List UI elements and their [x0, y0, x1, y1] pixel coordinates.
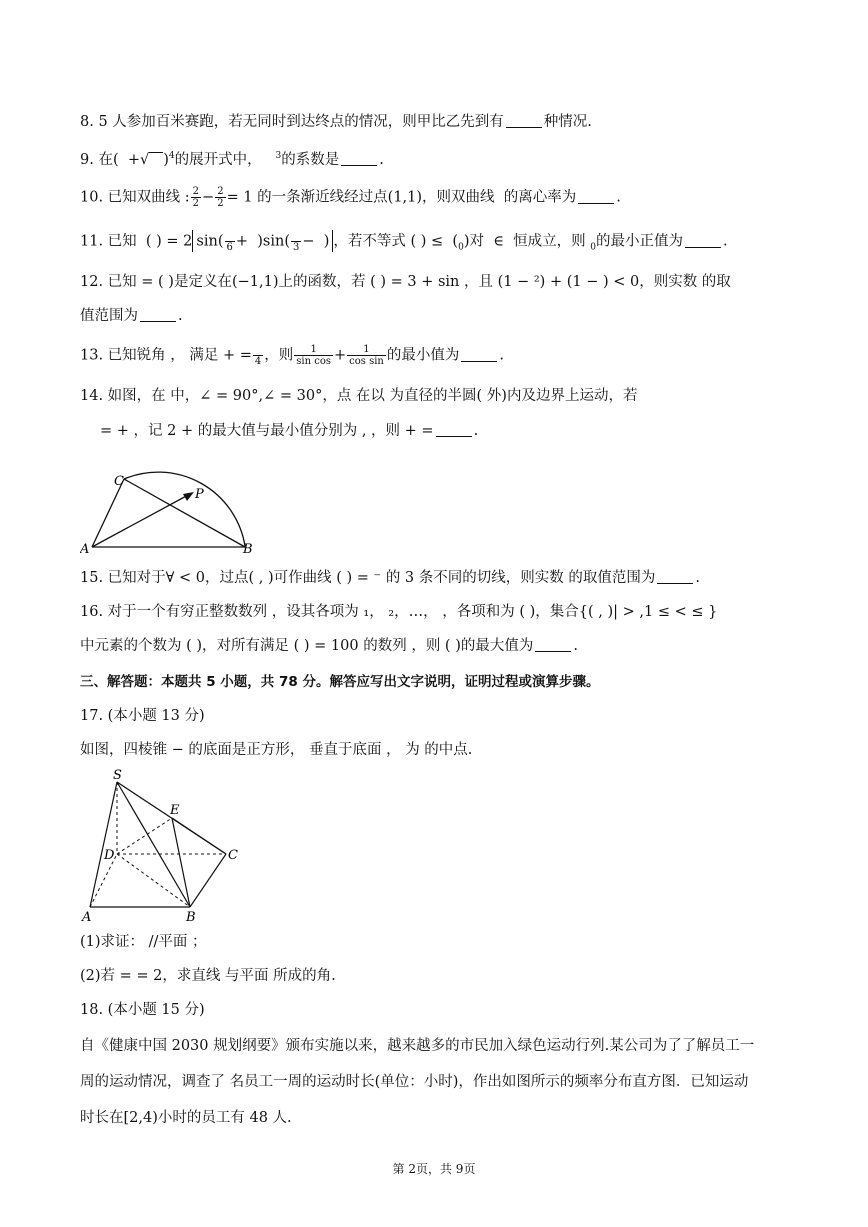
label-A: A — [80, 542, 90, 557]
q11-part: 11. 已知 — [80, 233, 137, 250]
semicircle-arc — [124, 472, 245, 546]
vector-AP — [92, 494, 190, 547]
numerator — [253, 344, 263, 356]
q15-part: 15. 已知对于∀ < 0，过点( , )可作曲线 ( ) = ⁻ 的 3 条不同的切线，则实数 的取值范围为 — [80, 570, 656, 586]
question-14-line1: 14. 如图，在 中，∠ = 90°,∠ = 30°，点 在以 为直径的半圆( 外)内及边界上运动，若 — [80, 388, 638, 404]
q11-part: ) — [323, 233, 330, 250]
answer-blank — [341, 151, 377, 166]
q14-part: = + ，记 2 + 的最大值与最小值分别为 , ，则 + = — [100, 423, 434, 439]
fraction — [347, 344, 386, 367]
fraction — [291, 230, 301, 253]
q11-part: ∈ — [493, 233, 504, 250]
question-18-line1: 自《健康中国 2030 规划纲要》颁布实施以来，越来越多的市民加入绿色运动行列.某公司为了了解员工一 — [80, 1038, 755, 1054]
numerator: 2 — [192, 186, 200, 197]
q16-part: . — [573, 638, 578, 654]
q14-part: . — [473, 423, 479, 439]
edge-SB — [117, 782, 190, 907]
figure-pyramid — [80, 766, 250, 926]
label-B: B — [186, 910, 196, 925]
segment-EB — [172, 818, 190, 907]
question-12-line2 — [80, 306, 183, 326]
q11-part: 的最小正值为 — [596, 233, 684, 250]
fraction — [191, 186, 201, 209]
arrow-head — [183, 492, 194, 501]
question-10 — [80, 186, 621, 209]
denominator: sin cos — [296, 356, 331, 367]
q10-part: 的离心率为 — [503, 189, 577, 206]
answer-blank — [461, 347, 497, 362]
q13-part: + — [333, 347, 347, 364]
question-9: 9. 在( +√ )$^4$的展开式中， $^3$的系数是 . — [80, 151, 384, 168]
q12-part: . — [178, 308, 183, 324]
question-16-line1: 16. 对于一个有穷正整数数列 ，设其各项为 ₁， ₂，…， ，各项和为 ( )，集合{( , )| > ,1 ≤ < ≤ } — [80, 604, 718, 620]
q13-part: 13. 已知锐角 ， 满足 + = — [80, 347, 252, 364]
q13-part: ，则 — [264, 347, 294, 364]
q9-exponent: 4 — [168, 151, 175, 161]
q9-part: ) — [163, 151, 169, 168]
q9-part: 的系数是 — [281, 151, 340, 168]
q11-part: )sin( — [257, 233, 290, 250]
question-14-line2 — [100, 421, 478, 441]
segment-EC — [172, 818, 226, 854]
label-P: P — [195, 487, 204, 502]
denominator: cos sin — [349, 356, 384, 367]
segment-AC — [92, 479, 124, 547]
q11-part: ( ) ≤ — [410, 233, 444, 250]
numerator: 1 — [294, 344, 333, 356]
fraction — [294, 344, 333, 367]
q11-part: − — [302, 233, 315, 250]
answer-blank — [657, 569, 693, 584]
fraction — [253, 344, 263, 367]
q9-part: 的展开式中， — [174, 151, 262, 168]
q11-part: + — [235, 233, 249, 250]
q15-part: . — [695, 570, 700, 586]
numerator: 2 — [217, 186, 224, 197]
question-8 — [80, 112, 592, 132]
fraction — [225, 230, 235, 253]
q16-part: 中元素的个数为 ( )，对所有满足 ( ) = 100 的数列 ，则 ( )的最大值为 — [80, 638, 534, 654]
page-footer: 第 2页，共 9页 — [392, 1162, 476, 1176]
label-E: E — [170, 803, 180, 818]
label-C: C — [228, 848, 238, 863]
subscript: 0 — [458, 242, 464, 253]
question-18-line3: 时长在[2,4)小时的员工有 48 人. — [80, 1110, 292, 1126]
q11-part: )对 — [463, 233, 484, 250]
denominator: 2 — [192, 198, 200, 209]
absolute-value — [192, 230, 333, 252]
edge-SA — [90, 782, 117, 907]
question-11 — [80, 230, 728, 257]
diagonal-DB — [117, 854, 190, 907]
answer-blank — [140, 307, 176, 322]
q10-part: 10. 已知双曲线 — [80, 189, 181, 206]
question-18-heading: 18. (本小题 15 分) — [80, 1002, 205, 1018]
q11-part: ( ) = 2 — [145, 233, 193, 250]
q11-part: sin( — [196, 233, 224, 250]
label-S: S — [113, 768, 122, 783]
question-13 — [80, 344, 504, 367]
label-D: D — [104, 848, 115, 863]
denominator: 2 — [217, 198, 224, 209]
question-15 — [80, 568, 700, 588]
segment-CB — [124, 479, 245, 547]
q11-part: ，若不等式 — [333, 233, 406, 250]
question-18-line2: 周的运动情况，调查了 名员工一周的运动时长(单位：小时)，作出如图所示的频率分布直方图．已知运动 — [80, 1074, 749, 1090]
q10-part: − — [202, 189, 215, 206]
q11-part: ( — [452, 233, 459, 250]
answer-blank — [535, 637, 571, 652]
question-17-heading: 17. (本小题 13 分) — [80, 708, 205, 724]
figure-semicircle-triangle — [80, 450, 270, 560]
label-C: C — [114, 474, 124, 489]
q12-part: 值范围为 — [80, 308, 138, 324]
numerator — [291, 230, 301, 242]
answer-blank — [578, 189, 614, 204]
q8-text: 8. 5 人参加百米赛跑，若无同时到达终点的情况，则甲比乙先到有 — [80, 114, 504, 130]
q13-part: 的最小值为 — [386, 347, 460, 364]
question-17-part2: (2)若 = = 2，求直线 与平面 所成的角. — [80, 968, 336, 984]
answer-blank — [436, 422, 472, 437]
q10-part: : — [184, 189, 190, 206]
subscript: 0 — [590, 242, 597, 253]
label-A: A — [82, 910, 92, 925]
q9-exponent: 3 — [275, 151, 282, 161]
answer-blank — [506, 113, 542, 128]
denominator: 6 — [226, 242, 233, 253]
denominator: 4 — [254, 356, 262, 367]
question-16-line2 — [80, 636, 578, 656]
q9-part: . — [379, 151, 384, 168]
q11-part: . — [723, 233, 728, 250]
q9-part: 9. 在( — [80, 151, 119, 168]
q8-tail: 种情况. — [543, 114, 592, 130]
edge-BC — [190, 854, 226, 907]
question-12-line1: 12. 已知 = ( )是定义在(−1,1)上的函数，若 ( ) = 3 + sin ，且 (1 − ²) + (1 − ) < 0，则实数 的取 — [80, 274, 731, 290]
denominator: 3 — [292, 242, 300, 253]
q9-part: + — [127, 151, 140, 168]
numerator: 1 — [347, 344, 386, 356]
section-heading: 三、解答题：本题共 5 小题，共 78 分。解答应写出文字说明，证明过程或演算步骤。 — [80, 674, 600, 690]
q10-part: . — [616, 189, 621, 206]
sqrt-bar — [149, 152, 163, 165]
numerator — [225, 230, 235, 242]
question-17-body: 如图，四棱锥 − 的底面是正方形， 垂直于底面 ， 为 的中点. — [80, 742, 473, 758]
question-17-part1: (1)求证： //平面 ； — [80, 934, 207, 950]
q11-part: 恒成立，则 — [513, 233, 586, 250]
label-B: B — [243, 542, 253, 557]
answer-blank — [685, 233, 721, 248]
q10-part: = 1 的一条渐近线经过点(1,1)，则双曲线 — [226, 189, 495, 206]
segment-DE — [117, 818, 172, 854]
q13-part: . — [499, 347, 504, 364]
fraction — [215, 186, 225, 209]
